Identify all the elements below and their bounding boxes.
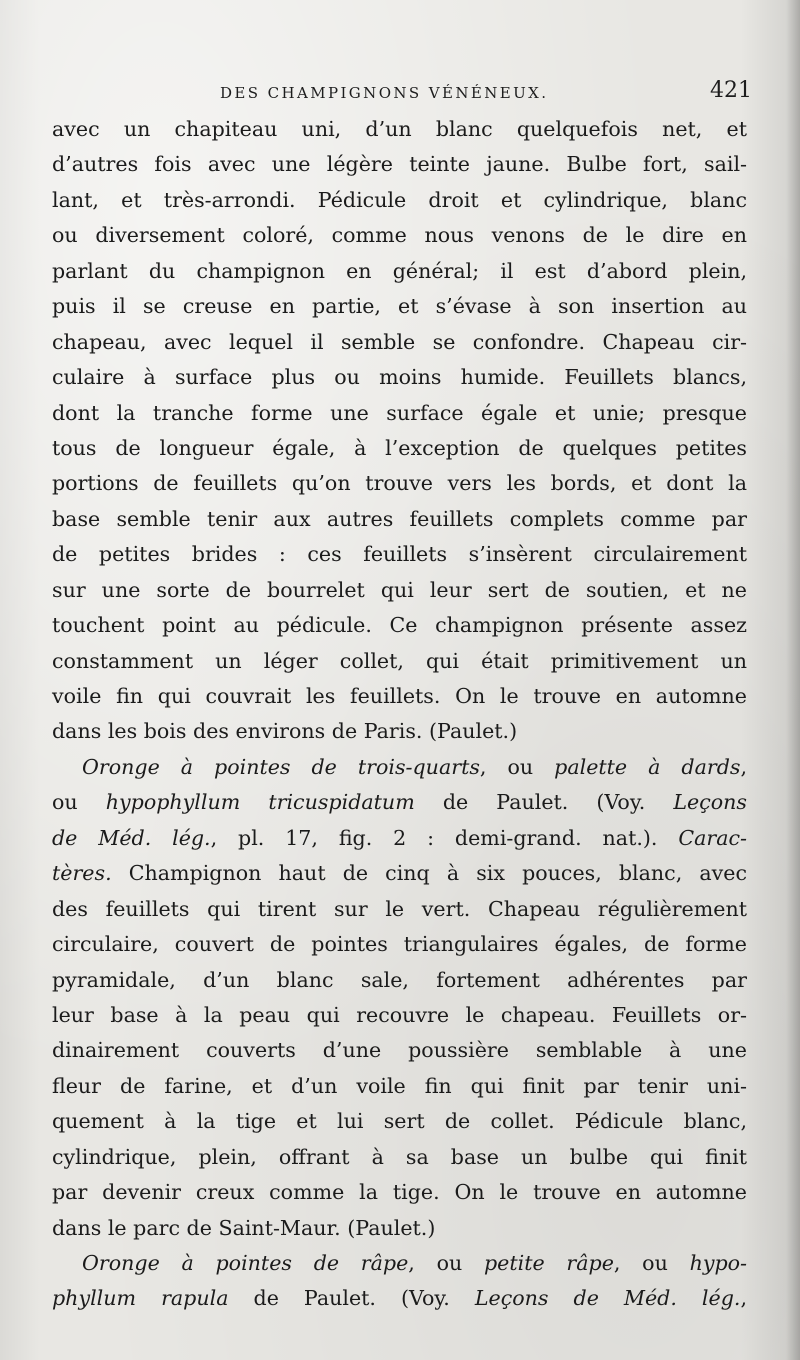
text-line: de petites brides : ces feuillets s’insèrent circulairement (52, 542, 747, 567)
text-line: dans le parc de Saint-Maur. (Paulet.) (52, 1215, 436, 1240)
text-line: chapeau, avec lequel il semble se confondre. Chapeau cir- (52, 329, 747, 354)
page-number: 421 (710, 78, 752, 103)
text-line: puis il se creuse en partie, et s’évase à son insertion au (52, 294, 747, 319)
text-line: tous de longueur égale, à l’exception de quelques petites (52, 435, 747, 460)
text-line: pyramidale, d’un blanc sale, fortement adhérentes par (52, 967, 747, 992)
text-line: tères. Champignon haut de cinq à six pouces, blanc, avec (52, 861, 747, 886)
text-line: parlant du champignon en général; il est d’abord plein, (52, 258, 747, 283)
text-line: ou hypophyllum tricuspidatum de Paulet. (Voy. Leçons (52, 790, 747, 815)
text-line: lant, et très-arrondi. Pédicule droit et cylindrique, blanc (52, 187, 747, 212)
text-line: dont la tranche forme une surface égale et unie; presque (52, 400, 747, 425)
text-line: quement à la tige et lui sert de collet. Pédicule blanc, (52, 1109, 747, 1134)
text-line: des feuillets qui tirent sur le vert. Chapeau régulièrement (52, 896, 747, 921)
text-line: de Méd. lég., pl. 17, fig. 2 : demi-grand. nat.). Carac- (52, 825, 747, 850)
text-line: constamment un léger collet, qui était primitivement un (52, 648, 747, 673)
text-line: phyllum rapula de Paulet. (Voy. Leçons de Méd. lég., (52, 1286, 747, 1311)
text-line: fleur de farine, et d’un voile fin qui finit par tenir uni- (52, 1073, 747, 1098)
text-line: dans les bois des environs de Paris. (Paulet.) (52, 719, 518, 744)
text-line: touchent point au pédicule. Ce champignon présente assez (52, 613, 747, 638)
text-line: par devenir creux comme la tige. On le trouve en automne (52, 1180, 747, 1205)
text-line: ou diversement coloré, comme nous venons de le dire en (52, 223, 747, 248)
text-line: portions de feuillets qu’on trouve vers les bords, et dont la (52, 471, 747, 496)
text-line: base semble tenir aux autres feuillets complets comme par (52, 506, 747, 531)
page-edge-shadow (786, 0, 800, 1360)
text-line: culaire à surface plus ou moins humide. Feuillets blancs, (52, 365, 747, 390)
text-line: Oronge à pointes de râpe, ou petite râpe, ou hypo- (82, 1251, 747, 1275)
text-line: Oronge à pointes de trois-quarts, ou palette à dards, (82, 754, 747, 779)
text-line: cylindrique, plein, offrant à sa base un bulbe qui finit (52, 1144, 747, 1169)
text-line: leur base à la peau qui recouvre le chapeau. Feuillets or- (52, 1002, 747, 1027)
text-line: dinairement couverts d’une poussière semblable à une (52, 1038, 747, 1063)
text-line: sur une sorte de bourrelet qui leur sert de soutien, et ne (52, 577, 747, 602)
body-text (52, 112, 747, 1317)
text-line: circulaire, couvert de pointes triangulaires égales, de forme (52, 932, 747, 957)
text-line: voile fin qui couvrait les feuillets. On le trouve en automne (52, 684, 747, 708)
running-title: DES CHAMPIGNONS VÉNÉNEUX. (220, 84, 549, 102)
text-line: avec un chapiteau uni, d’un blanc quelquefois net, et (52, 117, 747, 141)
page-header (52, 78, 752, 108)
text-line: d’autres fois avec une légère teinte jaune. Bulbe fort, sail- (52, 152, 747, 177)
